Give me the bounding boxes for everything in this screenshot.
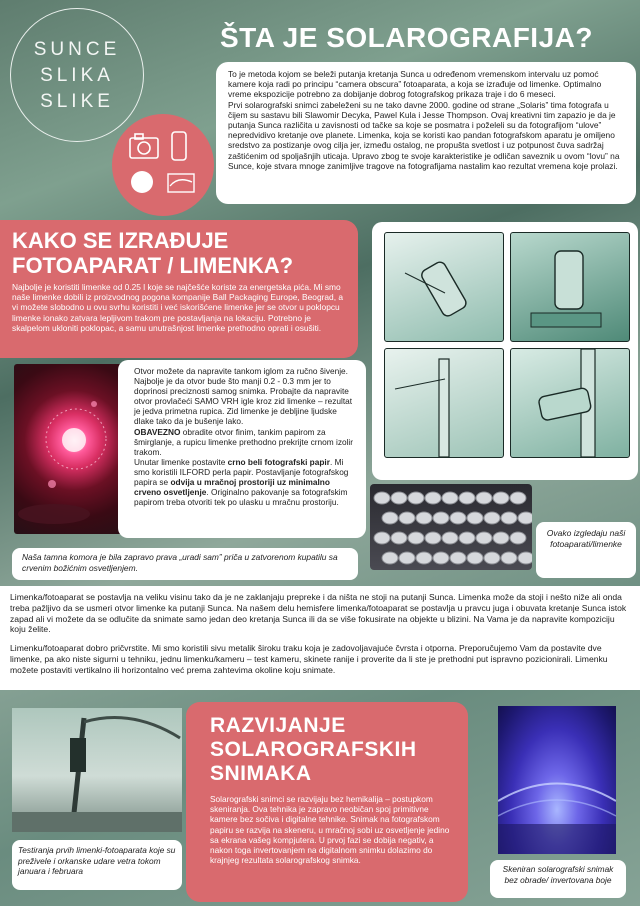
kako-section xyxy=(0,220,358,358)
comic-frame-2 xyxy=(510,232,630,342)
darkroom-photo xyxy=(14,364,124,534)
can-top xyxy=(484,552,500,564)
razvijanje-title-line-3: SNIMAKA xyxy=(210,762,312,785)
can-top xyxy=(382,512,398,524)
can-top xyxy=(476,492,492,504)
kako-title xyxy=(12,228,348,278)
comic-frame-1-art xyxy=(385,233,503,341)
can-top xyxy=(416,552,432,564)
instructions-paragraph-3 xyxy=(134,457,358,507)
cans-photo-art xyxy=(370,484,532,570)
can-top xyxy=(408,532,424,544)
can-top xyxy=(450,552,466,564)
logo-line-2: SLIKA xyxy=(40,65,114,86)
instructions-p3-bold2: odvija u mračnoj prostoriji uz minimalno crveno osvetljenje xyxy=(134,477,330,498)
can-top xyxy=(450,512,466,524)
can-top xyxy=(467,552,483,564)
icons-group xyxy=(112,114,214,216)
sun-icon xyxy=(131,171,153,193)
comic-frame-3-art xyxy=(385,349,503,457)
scan-caption: Skeniran solarografski snimak bez obrade/ invertovana boje xyxy=(490,860,626,898)
razvijanje-section xyxy=(186,702,468,902)
can-top xyxy=(433,512,449,524)
can-top xyxy=(476,532,492,544)
can-top xyxy=(374,532,390,544)
instructions-box xyxy=(118,360,366,538)
pole-caption: Testiranja prvih limenki-fotoaparata koje su preživele i orkanske udare vetra tokom januara i februara xyxy=(12,840,182,890)
photo-paper-icon xyxy=(168,174,194,192)
can-icon xyxy=(172,132,186,160)
can-top xyxy=(493,532,509,544)
scan-photo xyxy=(498,706,616,854)
can-top xyxy=(425,532,441,544)
can-top xyxy=(510,532,526,544)
darkroom-photo-art xyxy=(14,364,124,534)
placement-text-band xyxy=(0,586,640,690)
can-top xyxy=(518,512,532,524)
intro-paragraph-2: Prvi solarografski snimci zabeleženi su ne tako davne 2000. godine od strane „Solaris” tima fotografa u čijem su sastavu bili Slawomir Decyka, Pawel Kula i Jesse Thompson. Ovaj kreativni tim zapazio je da je putanja Sunca različita u zavisnosti od tačke sa koje se posmatra i poželeli su da fotografijom “ulove” nepredvidivo kretanje ove planete. Limenka, koja se koristi kao pandan fotografskom aparatu je omiljeno sredstvo za postizanje ovog cilja jer, između ostalog, ne propušta svetlost i uz potpunost čuva sadržaj zaštićenim od spoljašnjih uticaja. Upravo zbog te svoje karakteristike je odličan saveznik u ovom “lovu” na Sunce, koje stvara mnoge zanimljive tragove na fotografijama nastalim kao rezultat vremena koje prolazi. xyxy=(228,99,620,171)
can-top xyxy=(467,512,483,524)
can-top xyxy=(510,492,526,504)
darkroom-caption: Naša tamna komora je bila zapravo prava „uradi sam” priča u zatvorenom kupatilu sa crvenim božićnim osvetljenjem. xyxy=(12,548,358,580)
can-top xyxy=(433,552,449,564)
can-top xyxy=(442,492,458,504)
can-top xyxy=(374,492,390,504)
pole-photo-art xyxy=(12,708,182,832)
band-paragraph-2: Limenku/fotoaparat dobro pričvrstite. Mi smo koristili sivu metalik široku traku koja je zadovoljavajuće čvrsta i otporna. Preporučujemo Vam da postavite dve limenke, pa ako niste sigurni u tehniku, jednu limenku/kameru – test kameru, skinete ranije i proverite da li ste je prethodni put ispravno pozicionirali. Limenku možete postaviti vertikalno ili horizontalno već prema zahtevima okoline koju snimate. xyxy=(10,643,608,675)
kako-title-line-2: FOTOAPARAT / LIMENKA? xyxy=(12,253,294,278)
can-top xyxy=(518,552,532,564)
comic-panel xyxy=(372,222,638,480)
instructions-p3-bold1: crno beli fotografski papir xyxy=(227,456,330,467)
band-paragraph-1: Limenka/fotoaparat se postavlja na veliku visinu tako da je ne zaklanjaju prepreke i da ništa ne stoji na putanji Sunca. Limenka može da stoji i nešto niže ali onda treba pažljivo da se usmeri otvor limenke ka putanji Sunca. Na našem delu hemisfere limenka/fotoaparat se postavlja u pravcu juga i obuvata kretanje Sunca istok zapad ali vi možete da se odlučite da snimate samo jedan deo kretanja Sunca ili da se više fokusirate na objekte u blizini. Na Vama je da napravite kompoziciju koju želite. xyxy=(10,592,627,635)
logo-line-3: SLIKE xyxy=(40,91,114,112)
cans-caption: Ovako izgledaju naši fotoaparati/limenke xyxy=(536,522,636,578)
camera-icon xyxy=(130,134,158,158)
logo-line-1: SUNCE xyxy=(33,39,121,60)
intro-box xyxy=(216,62,636,204)
cans-photo xyxy=(370,484,532,570)
razvijanje-title-line-2: SOLAROGRAFSKIH xyxy=(210,738,417,761)
comic-frame-1 xyxy=(384,232,504,342)
can-top xyxy=(399,552,415,564)
razvijanje-text: Solarografski snimci se razvijaju bez hemikalija – postupkom skeniranja. Ova tehnika je zapravo neobičan spoj primitivne kamere bez sočiva i digitalne tehnike. Snimak na fotografskom papiru se razvija na skeneru, u mračnoj sobi uz osvetljenje jedino sa ekrana vašeg kompjutera. U prvoj fazi se dobija negativ, a nakon toga invertovanjem na digitalnom snimku dolazimo do krajnjeg rezultata solarografskog snimka. xyxy=(210,794,450,866)
instructions-p3-c: . Originalno pakovanje sa fotografskim papirom treba otvoriti tek po ulasku u mračnu prostoriju. xyxy=(134,487,348,508)
intro-paragraph-1: To je metoda kojom se beleži putanja kretanja Sunca u određenom vremenskom intervalu uz pomoć kamere koja radi po principu “camera obscura” fotoaparata, a koja se izrađuje od limenke. Optimalno vreme ekspozicije potrebno za dobijanje dobrog fotografskog prikaza traje i do 6 meseci. xyxy=(228,69,602,100)
can-top xyxy=(459,492,475,504)
instructions-p2-text: obradite otvor finim, tankim papirom za šmirglanje, a rupicu limenke prethodno prekrijte crnom izolir trakom. xyxy=(134,426,354,457)
instructions-paragraph-2 xyxy=(134,427,358,457)
can-top xyxy=(408,492,424,504)
instructions-p3-a: Unutar limenke postavite xyxy=(134,456,228,467)
can-top xyxy=(442,532,458,544)
can-top xyxy=(391,532,407,544)
can-top xyxy=(425,492,441,504)
can-top xyxy=(382,552,398,564)
can-top xyxy=(391,492,407,504)
can-top xyxy=(399,512,415,524)
kako-text: Najbolje je koristiti limenke od 0.25 l koje se najčešće koriste za energetska pića. Mi smo naše limenke dobili iz proizvodnog pogona kompanije Ball Packaging Europe, Beograd, a vi možete slobodno u ovu svrhu koristiti i već iskorišćene limenke jer se otvor u poklopcu limenke ionako zatvara lepljivom trakom pre postavljanja na lokaciju. Potrebno je skalpelom ukloniti poklopac, a samu unutrašnjost limenke prethodno oprati i osušiti. xyxy=(12,282,344,333)
icons-circle xyxy=(112,114,214,216)
intro-title: ŠTA JE SOLAROGRAFIJA? xyxy=(220,22,593,53)
comic-frame-2-art xyxy=(511,233,629,341)
pole-photo xyxy=(12,708,182,832)
instructions-p3-b: . Mi smo koristili ILFORD perla papir. Postavljanje fotografskog papira se xyxy=(134,456,349,488)
comic-frame-4-art xyxy=(511,349,629,457)
comic-frame-3 xyxy=(384,348,504,458)
can-top xyxy=(416,512,432,524)
scan-photo-art xyxy=(498,706,616,854)
razvijanje-title xyxy=(210,714,454,786)
can-top xyxy=(493,492,509,504)
kako-title-line-1: KAKO SE IZRAĐUJE xyxy=(12,228,229,253)
can-top xyxy=(501,552,517,564)
instructions-paragraph-1: Otvor možete da napravite tankom iglom za ručno šivenje. Najbolje je da otvor bude što manji 0.2 - 0.3 mm jer to doprinosi preciznosti samog snimka. Probajte da napravite otvor provlačeći SAMO VRH igle kroz zid limenke – rezultat je jedva primetna rupica. Zid limenke je debljine ljudske dlake tako da je bušenje lako. xyxy=(134,366,353,427)
instructions-obavezno: OBAVEZNO xyxy=(134,426,181,437)
can-top xyxy=(484,512,500,524)
razvijanje-title-line-1: RAZVIJANJE xyxy=(210,714,346,737)
can-top xyxy=(501,512,517,524)
comic-frame-4 xyxy=(510,348,630,458)
can-top xyxy=(459,532,475,544)
